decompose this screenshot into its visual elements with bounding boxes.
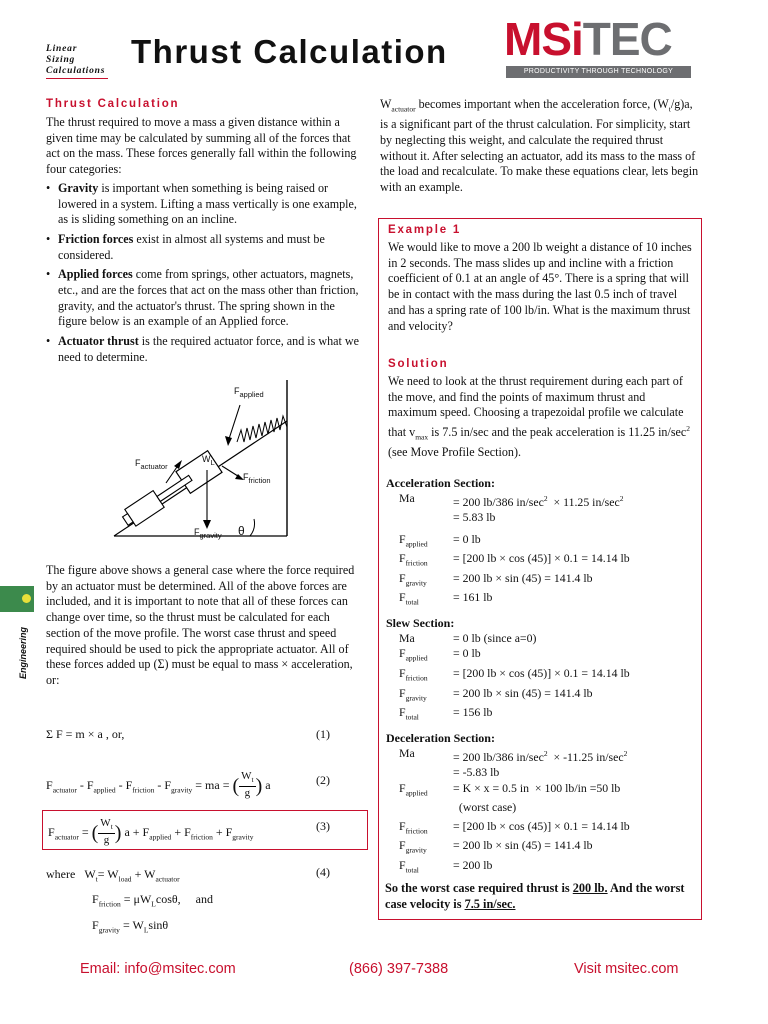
calc-row: = 5.83 lb	[453, 510, 496, 525]
calc-row: $F_{applied}$ = K × x = 0.5 in × 100 lb/in =50 lb	[399, 780, 621, 797]
equation-3-number: (3)	[316, 819, 330, 833]
calc-row: Ma = 200 lb/386 $in/\sec^2 \times -11.25$ $in/\sec^2$	[399, 746, 628, 764]
calculations	[386, 472, 696, 878]
equation-4-number: (4)	[316, 865, 330, 879]
side-label-line-3: Calculations	[46, 66, 106, 76]
list-item-gravity: • Gravity is important when something is being raised or lowered in a system. Lifting a mass vertically is one example, as is sliding something on an incline.	[46, 181, 360, 228]
side-label-line-1: Linear	[46, 44, 78, 54]
calc-row: $F_{friction}$ = [200 lb × cos (45)] × 0.1 = 14.14 lb	[399, 818, 630, 835]
msitec-logo	[504, 13, 692, 78]
label-f-gravity: $F_{gravity}$	[194, 527, 222, 540]
footer-visit-link[interactable]: Visit msitec.com	[574, 961, 679, 977]
label-underline	[46, 78, 108, 79]
label-f-applied: $F_{applied}$	[234, 386, 264, 399]
equation-4: where $W_t= W_{load} + W_{actuator}$ $F_{friction} = \mu W_L\cos\theta$, and $F_{gravity} = W_L\sin\theta$	[46, 867, 213, 935]
deceleration-heading: Deceleration Section:	[386, 731, 495, 746]
list-item-friction: • Friction forces exist in almost all systems and must be considered.	[46, 232, 360, 263]
calc-row: $F_{total}$ = 156 lb	[399, 705, 493, 722]
equation-1-text: Σ F = m × a , or,	[46, 727, 125, 741]
force-category-list	[46, 181, 360, 366]
worst-case-thrust: 200 lb.	[572, 881, 608, 895]
slew-heading: Slew Section:	[386, 616, 455, 631]
figure-explanation: The figure above shows a general case where the force required by an actuator must be determined. All of the above forces are included, and it is important to note that all of these forces can change over time, so the thrust must be calculated for each section of the move profile. The worst case thrust and speed required should be used to pick the appropriate actuator. All of these forces added up (Σ) must be equal to mass × acceleration, or:	[46, 563, 355, 687]
side-tab-label: Engineering	[18, 627, 28, 680]
actuator-cylinder	[120, 470, 196, 530]
solution-text: We need to look at the thrust requirement during each part of the move, and find the points of maximum thrust and maximum speed. Choosing a trapezoidal profile we calculate that $v_{max}$ is 7.5 in/sec and the peak acceleration is 11.25 $in/\sec^2$ (see Move Profile Section).	[388, 374, 691, 460]
side-tab	[0, 586, 34, 612]
section-label	[46, 44, 105, 77]
left-intro-block	[46, 115, 360, 370]
conclusion: So the worst case required thrust is 200 lb. And the worst case velocity is 7.5 in/sec.	[385, 881, 685, 911]
calc-row: $F_{total}$ = 200 lb	[399, 857, 493, 875]
calc-row: Ma = 0 lb (since a=0)	[399, 631, 537, 646]
calc-row: $F_{applied}$ = 0 lb	[399, 646, 481, 663]
logo-tagline: PRODUCTIVITY THROUGH TECHNOLOGY	[506, 66, 691, 78]
intro-paragraph: The thrust required to move a mass a given distance within a given time may be calculated by summing all of the forces that act on the mass. These forces generally fall within the following four categories:	[46, 115, 357, 177]
left-section-heading: Thrust Calculation	[46, 98, 180, 110]
example-text: We would like to move a 200 lb weight a distance of 10 inches in 2 seconds. The mass slides up and incline with a friction coefficient of 0.1 at an angle of 45°. There is a spring that will be in contact with the mass during the last 0.5 inch of travel and has a spring rate of 100 lb/in. What is the maximum thrust and velocity?	[388, 240, 692, 333]
equation-3: $F_{actuator}$ = ( $\frac{W_t}{g}$ ) $a + F_{applied} + F_{friction} + F_{gravity}$	[48, 817, 254, 847]
label-f-friction: $F_{friction}$	[243, 472, 271, 485]
list-item-applied: • Applied forces come from springs, other actuators, magnets, etc., and are the forces that act on the mass other than friction, gravity, and the actuator's thrust. The spring shown in the figure below is an example of an Applied force.	[46, 267, 360, 330]
footer-phone[interactable]: (866) 397-7388	[349, 961, 449, 977]
side-label-line-2: Sizing	[46, 55, 76, 65]
logo-text-msi: MSi	[504, 13, 583, 65]
label-f-actuator: $F_{actuator}$	[135, 458, 168, 471]
calc-row: $F_{friction}$ = [200 lb × cos (45)] × 0.1 = 14.14 lb	[399, 551, 630, 568]
calc-row: (worst case)	[453, 800, 517, 815]
solution-heading: Solution	[388, 358, 449, 370]
equation-2-number: (2)	[316, 773, 330, 787]
logo-text-tec: TEC	[582, 13, 672, 65]
right-intro: $W_{actuator}$ becomes important when the acceleration force, $(W_t/g)a$, is a significant part of the thrust calculation. For simplicity, start by neglecting this weight, and calculate the required thrust without it. After selecting an actuator, add its mass to the mass of the load and recalculate. To make these equations clear, lets begin with an example.	[380, 97, 699, 194]
calc-row: $F_{gravity}$ = 200 lb × sin (45) = 141.4 lb	[399, 685, 593, 703]
calc-row: = -5.83 lb	[453, 765, 500, 780]
calc-row: $F_{friction}$ = [200 lb × cos (45)] × 0.1 = 14.14 lb	[399, 666, 630, 683]
example-heading: Example 1	[388, 224, 462, 236]
label-theta: θ	[238, 524, 245, 538]
equation-2: $F_{actuator} - F_{applied} - F_{friction} - F_{gravity}$ = ma = ( $\frac{W_t}{g}$ ) a	[46, 770, 271, 800]
footer-email-link[interactable]: Email: info@msitec.com	[80, 961, 236, 977]
list-item-actuator: • Actuator thrust is the required actuator force, and is what we need to determine.	[46, 334, 360, 365]
calc-row: Ma = 200 lb/386 $in/\sec^2 \times 11.25$ $in/\sec^2$	[399, 491, 624, 509]
calc-row: $F_{gravity}$ = 200 lb × sin (45) = 141.4 lb	[399, 570, 593, 588]
label-w-l: $W_L$	[202, 454, 215, 467]
calc-row: $F_{total}$ = 161 lb	[399, 590, 493, 607]
calc-row: $F_{gravity}$ = 200 lb × sin (45) = 141.4 lb	[399, 838, 593, 855]
calc-row: $F_{applied}$ = 0 lb	[399, 531, 481, 548]
tab-dot-icon	[22, 594, 31, 603]
equation-1-number: (1)	[316, 727, 330, 741]
worst-case-velocity: 7.5 in/sec.	[464, 897, 516, 911]
equation-1	[46, 727, 124, 742]
page-title: Thrust Calculation	[131, 33, 448, 70]
acceleration-heading: Acceleration Section:	[386, 476, 495, 490]
